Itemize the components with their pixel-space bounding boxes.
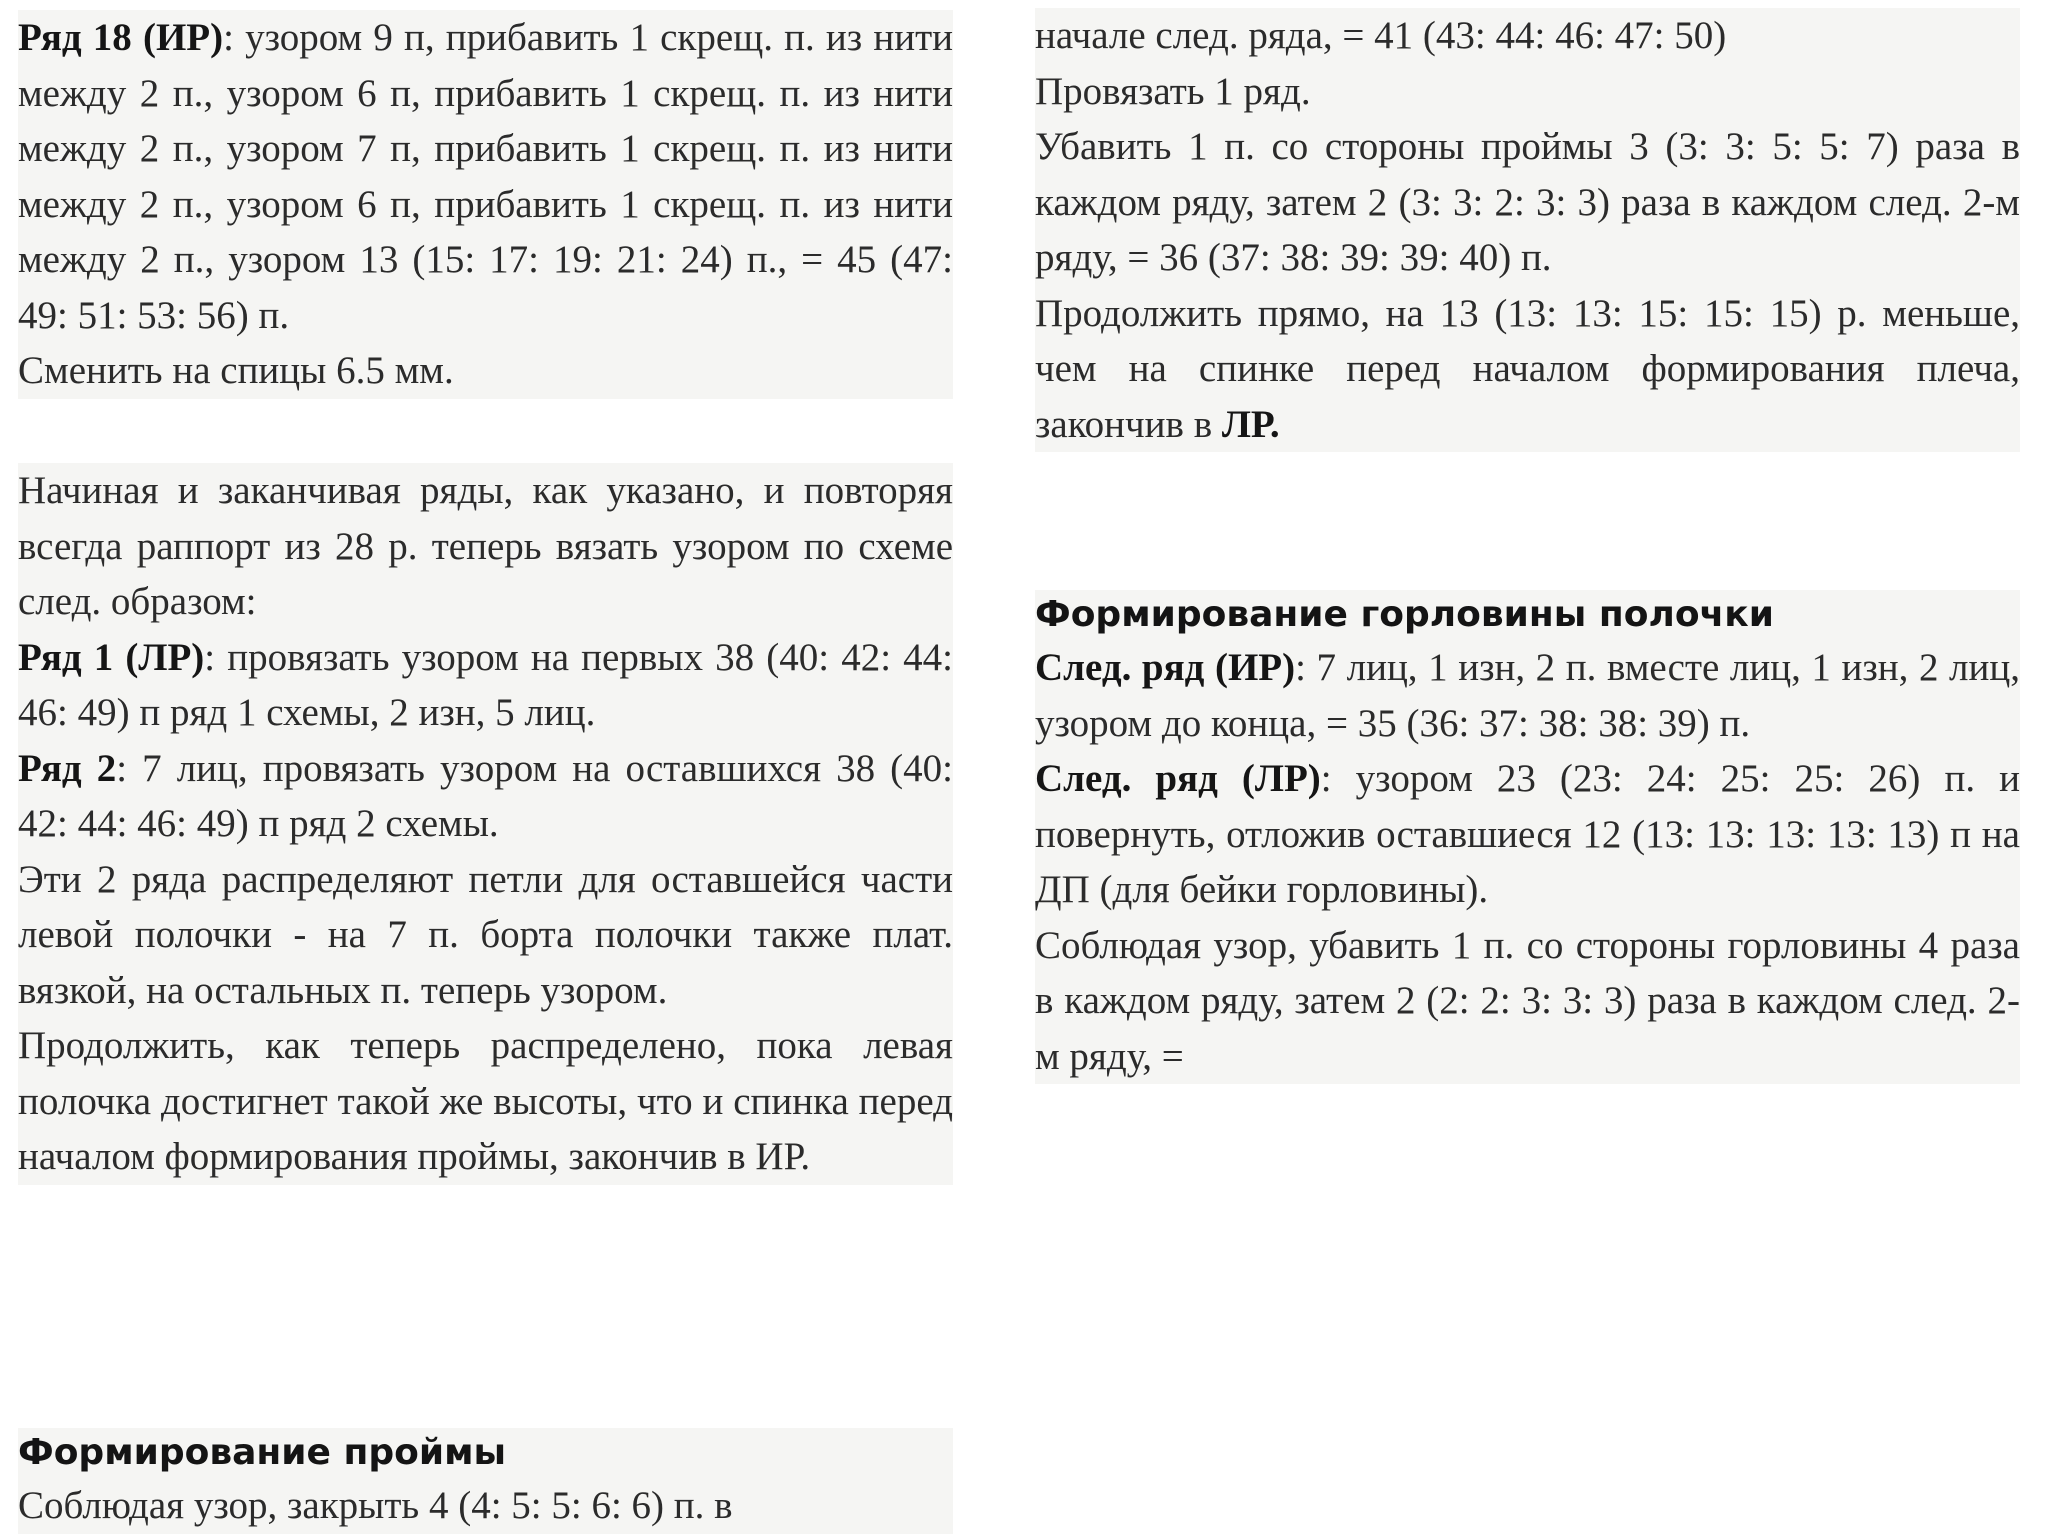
armhole-heading: Формирование проймы (18, 1432, 507, 1473)
row-2-paragraph (18, 741, 953, 852)
next-row-ir-text: : 7 лиц, 1 изн, 2 п. вместе лиц, 1 изн, 2 лиц, узором до конца, = 35 (36: 37: 38: 38: 39) п. (1035, 646, 2020, 745)
row-18-block (18, 10, 953, 399)
continue-paragraph: Продолжить, как теперь распределено, пока левая полочка достигнет такой же высоты, что и спинка перед началом формирования проймы, закончив в ИР. (18, 1024, 953, 1178)
row-18-text: : узором 9 п, прибавить 1 скрещ. п. из нити между 2 п., узором 6 п, прибавить 1 скрещ. п. из нити между 2 п., узором 7 п, прибавить 1 скрещ. п. из нити между 2 п., узором 6 п, прибавить 1 скрещ. п. из нити между 2 п., узором 13 (15: 17: 19: 21: 24) п., = 45 (47: 49: 51: 53: 56) п. (18, 16, 953, 337)
next-row-lr-paragraph (1035, 751, 2020, 918)
armhole-continuation-block (1035, 8, 2020, 452)
decrease-paragraph: Убавить 1 п. со стороны проймы 3 (3: 3: 5: 5: 7) раза в каждом ряду, затем 2 (3: 3: 2: 3: 3) раза в каждом след. 2-м ряду, = 36 (37: 38: 39: 39: 40) п. (1035, 125, 2020, 279)
next-row-ir-paragraph (1035, 640, 2020, 751)
change-needles-line: Сменить на спицы 6.5 мм. (18, 349, 454, 392)
row-2-label: Ряд 2 (18, 746, 117, 790)
straight-end-dot: . (1269, 402, 1280, 446)
next-row-lr-text: : узором 23 (23: 24: 25: 25: 26) п. и повернуть, отложив оставшиеся 12 (13: 13: 13: 13: 13) п на ДП (для бейки горловины). (1035, 757, 2020, 911)
neck-decrease-paragraph: Соблюдая узор, убавить 1 п. со стороны горловины 4 раза в каждом ряду, затем 2 (2: 2: 3: 3: 3) раза в каждом след. 2-м ряду, = (1035, 923, 2020, 1078)
pattern-intro-paragraph: Начиная и заканчивая ряды, как указано, и повторяя всегда раппорт из 28 р. теперь вязать узором по схеме след. образом: (18, 469, 953, 623)
neckline-block (1035, 590, 2020, 1084)
row-2-text: : 7 лиц, провязать узором на оставшихся 38 (40: 42: 44: 46: 49) п ряд 2 схемы. (18, 746, 953, 845)
neckline-heading: Формирование горловины полочки (1035, 594, 1774, 635)
armhole-continuation-line: начале след. ряда, = 41 (43: 44: 46: 47: 50) (1035, 14, 1727, 57)
row-1-paragraph (18, 630, 953, 741)
straight-end-bold: ЛР (1221, 402, 1270, 446)
row-18-paragraph (18, 10, 953, 343)
straight-text: Продолжить прямо, на 13 (13: 13: 15: 15: 15) р. меньше, чем на спинке перед началом формирования плеча, закончив в (1035, 291, 2020, 446)
row-1-label: Ряд 1 (ЛР) (18, 635, 205, 679)
armhole-block (18, 1428, 953, 1534)
next-row-ir-label: След. ряд (ИР) (1035, 646, 1296, 689)
knit-one-row-line: Провязать 1 ряд. (1035, 69, 1311, 113)
row-18-label: Ряд 18 (ИР) (18, 16, 224, 59)
straight-paragraph (1035, 286, 2020, 453)
distribute-paragraph: Эти 2 ряда распределяют петли для оставшейся части левой полочки - на 7 п. борта полочки также плат. вязкой, на остальных п. теперь узором. (18, 857, 953, 1012)
pattern-block (18, 463, 953, 1185)
armhole-paragraph: Соблюдая узор, закрыть 4 (4: 5: 5: 6: 6) п. в (18, 1484, 733, 1527)
next-row-lr-label: След. ряд (ЛР) (1035, 757, 1321, 800)
row-1-text: : провязать узором на первых 38 (40: 42: 44: 46: 49) п ряд 1 схемы, 2 изн, 5 лиц. (18, 635, 953, 734)
